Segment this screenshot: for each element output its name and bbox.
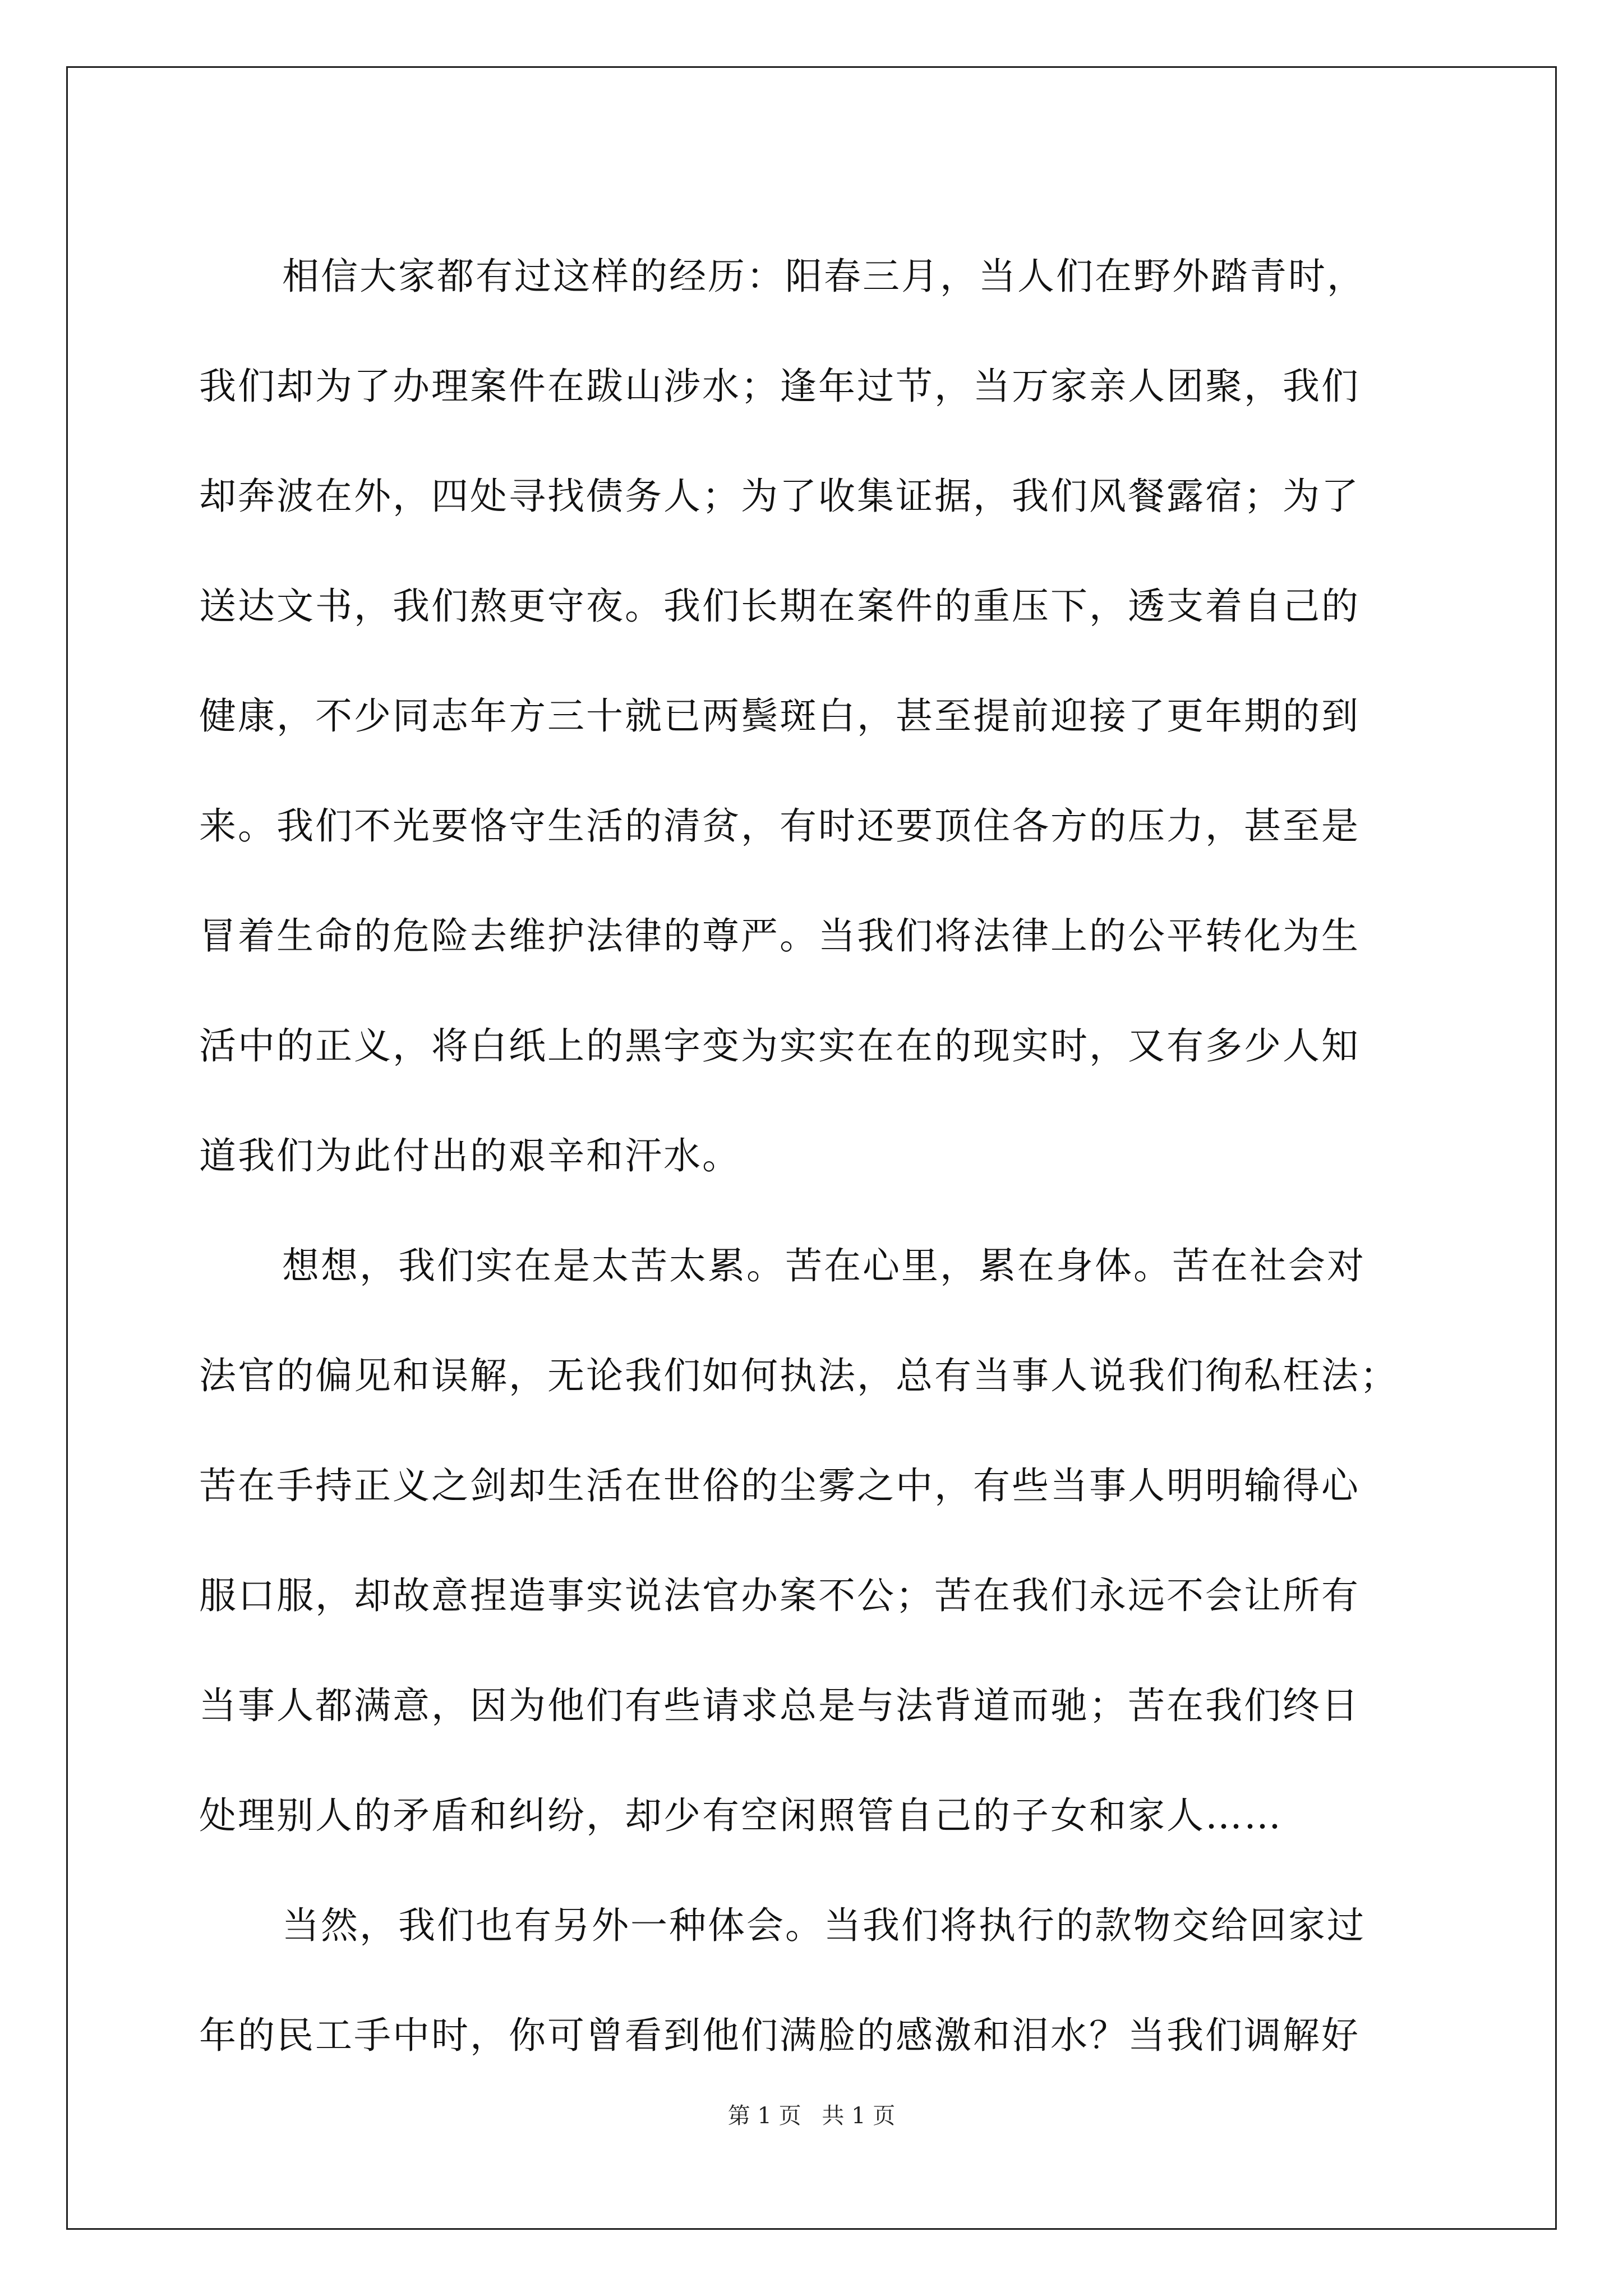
text-line: 苦在手持正义之剑却生活在世俗的尘雾之中，有些当事人明明输得心 [199, 1464, 1360, 1507]
paragraph-1 [199, 222, 1422, 1211]
paragraph-3 [199, 1871, 1422, 2091]
text-line: 冒着生命的危险去维护法律的尊严。当我们将法律上的公平转化为生 [199, 914, 1360, 958]
page-footer [0, 2098, 1623, 2130]
text-line: 服口服，却故意捏造事实说法官办案不公；苦在我们永远不会让所有 [199, 1574, 1360, 1617]
text-line: 年的民工手中时，你可曾看到他们满脸的感激和泪水？当我们调解好 [199, 2014, 1360, 2057]
page-number: 第 1 页 [727, 2103, 801, 2129]
text-line: 当然，我们也有另外一种体会。当我们将执行的款物交给回家过 [282, 1904, 1366, 1947]
text-line: 当事人都满意，因为他们有些请求总是与法背道而驰；苦在我们终日 [199, 1684, 1360, 1727]
text-line: 健康，不少同志年方三十就已两鬓斑白，甚至提前迎接了更年期的到 [199, 694, 1360, 738]
text-line: 来。我们不光要恪守生活的清贫，有时还要顶住各方的压力，甚至是 [199, 804, 1360, 848]
text-line: 道我们为此付出的艰辛和汗水。 [199, 1134, 741, 1177]
page-total: 共 1 页 [822, 2103, 896, 2129]
text-line: 相信大家都有过这样的经历：阳春三月，当人们在野外踏青时， [282, 255, 1366, 298]
paragraph-2 [199, 1211, 1422, 1871]
text-line: 我们却为了办理案件在跋山涉水；逢年过节，当万家亲人团聚，我们 [199, 365, 1360, 408]
text-line: 活中的正义，将白纸上的黑字变为实实在在的现实时，又有多少人知 [199, 1024, 1360, 1068]
text-line: 想想，我们实在是太苦太累。苦在心里，累在身体。苦在社会对 [282, 1244, 1366, 1287]
text-line: 处理别人的矛盾和纠纷，却少有空闲照管自己的子女和家人…… [199, 1794, 1283, 1837]
text-line: 法官的偏见和误解，无论我们如何执法，总有当事人说我们徇私枉法； [199, 1354, 1399, 1397]
text-line: 却奔波在外，四处寻找债务人；为了收集证据，我们风餐露宿；为了 [199, 475, 1360, 518]
text-line: 送达文书，我们熬更守夜。我们长期在案件的重压下，透支着自己的 [199, 585, 1360, 628]
document-body [199, 222, 1422, 2091]
